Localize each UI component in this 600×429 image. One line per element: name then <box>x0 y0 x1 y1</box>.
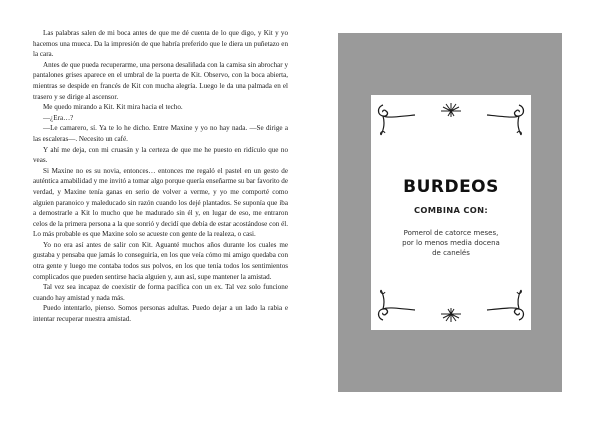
left-page-text <box>33 28 288 325</box>
card-text-line: por lo menos media docena <box>402 239 500 247</box>
corner-flourish-top-right-icon <box>481 99 527 139</box>
card-title: BURDEOS <box>403 177 499 197</box>
paragraph: Tal vez sea incapaz de coexistir de forma pacífica con un ex. Tal vez solo funcione cuando hay amistad y nada más. <box>33 283 288 302</box>
corner-flourish-top-left-icon <box>375 99 421 139</box>
paragraph: Antes de que pueda recuperarme, una persona desaliñada con la camisa sin abrochar y pantalones grises aparece en el umbral de la puerta de Kit. Observo, con la boca abierta, mientras se despide en francés de Kit con mucha alegría. Luego le da una palmada en el trasero y se dirige al ascensor. <box>33 60 288 101</box>
recipe-card <box>371 95 531 330</box>
card-subtitle: COMBINA CON: <box>413 205 489 215</box>
paragraph: Si Maxine no es su novia, entonces… entonces me regaló el pastel en un gesto de auténtica amabilidad y me invitó a tomar algo porque quería enseñarme su bar favorito de verdad, y Maxine tenía ganas en serio de volver a verme, y yo me comporté como alguien paranoico y maleducado sin razón cuando los dejé plantados. Se suponía que iba a demostrarle a Kit lo mucho que he madurado sin él y, en lugar de eso, me entraron celos de la primera persona a la que sonrió y decidí que debía de estar acostándose con él. Lo más probable es que Maxine solo se acueste con gente de la realeza, o casi. <box>33 166 288 239</box>
card-text-line: Pomerol de catorce meses, <box>403 229 499 237</box>
paragraph: Y ahí me deja, con mi cruasán y la certeza de que me he puesto en ridículo que no veas. <box>33 145 288 165</box>
card-pairing-text <box>381 228 521 258</box>
sunburst-ornament-bottom-icon <box>439 306 463 324</box>
right-page-panel <box>338 33 562 392</box>
card-text-line: de canelés <box>432 249 470 257</box>
paragraph: Me quedo mirando a Kit. Kit mira hacia el techo. <box>43 103 183 112</box>
paragraph: Yo no era así antes de salir con Kit. Aguanté muchos años durante los cuales me gustaba y pensaba que jamás lo conseguiría, en los que veía cómo mi amigo quedaba con otra gente y luego me contaba todos sus polvos, en los que tenía todos los sentimientos complicados que pueden sentirse hacia alguien y, aun así, supe mantener la amistad. <box>33 240 288 281</box>
paragraph: —¿Era…? <box>43 113 74 122</box>
paragraph: Puedo intentarlo, pienso. Somos personas adultas. Puedo dejar a un lado la rabia e intentar recuperar nuestra amistad. <box>33 304 288 324</box>
corner-flourish-bottom-left-icon <box>375 286 421 326</box>
paragraph: Las palabras salen de mi boca antes de que me dé cuenta de lo que digo, y Kit y yo hacemos una mueca. Da la impresión de que habría preferido que le diera un puñetazo en la cara. <box>33 29 288 59</box>
corner-flourish-bottom-right-icon <box>481 286 527 326</box>
sunburst-ornament-top-icon <box>439 101 463 119</box>
paragraph: —Le camarero, sí. Ya te lo he dicho. Entre Maxine y yo no hay nada. —Se dirige a las escaleras—. Necesito un café. <box>33 124 288 143</box>
